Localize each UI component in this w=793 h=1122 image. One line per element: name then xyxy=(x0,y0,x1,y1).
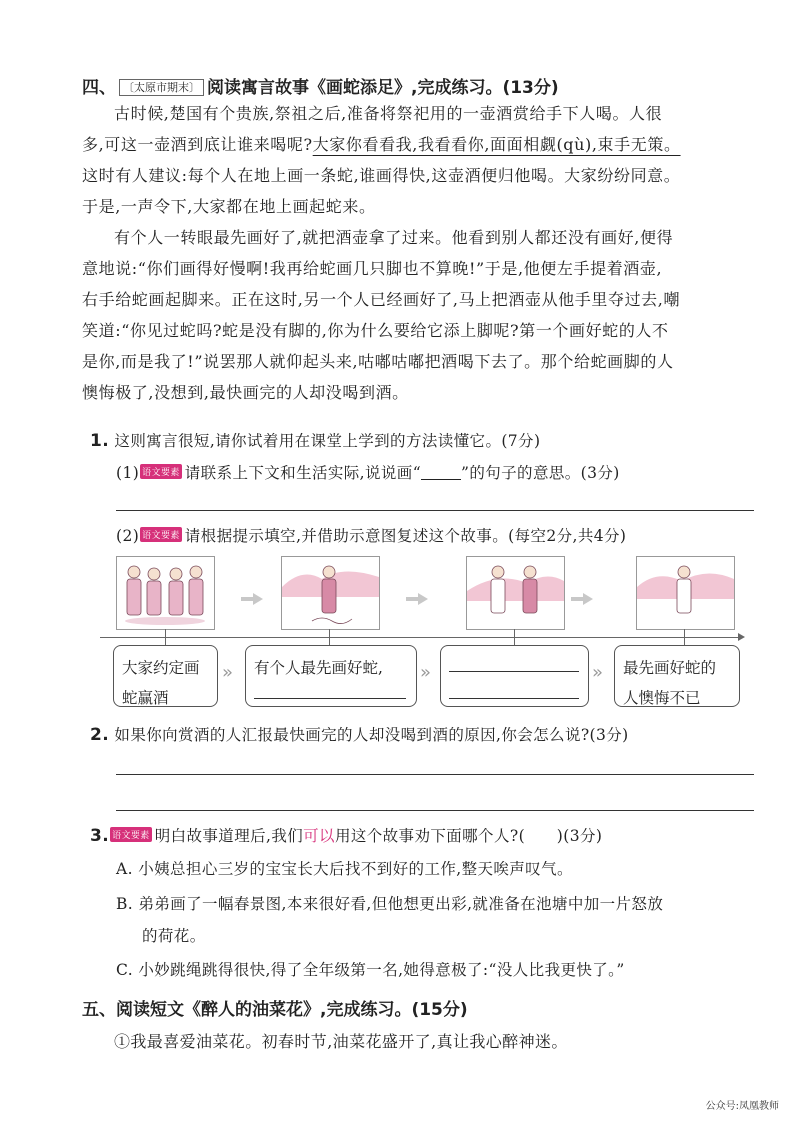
highlight-text: 可以 xyxy=(303,827,335,845)
option-a[interactable]: A. 小姨总担心三岁的宝宝长大后找不到好的工作,整天唉声叹气。 xyxy=(116,860,573,878)
arrow-right-icon xyxy=(418,593,428,605)
underlined-sentence: 大家你看看我,我看看你,面面相觑(qù),束手无策。 xyxy=(312,135,681,154)
timeline-tick xyxy=(514,629,515,645)
story-line: 这时有人建议:每个人在地上画一条蛇,谁画得快,这壶酒便归他喝。大家纷纷同意。 xyxy=(82,166,681,185)
language-element-badge: 语文要素 xyxy=(140,527,182,542)
fill-blank-line[interactable] xyxy=(449,671,579,672)
fill-blank-line[interactable] xyxy=(254,698,406,699)
timeline-tick xyxy=(329,629,330,645)
timeline-tick xyxy=(165,629,166,645)
chevron-right-icon: » xyxy=(592,662,604,683)
language-element-badge: 语文要素 xyxy=(110,827,152,842)
question-number: 3. xyxy=(90,826,110,846)
story-text xyxy=(82,98,762,408)
answer-line[interactable] xyxy=(116,774,754,775)
chevron-right-icon: » xyxy=(222,662,234,683)
step-box-3 xyxy=(440,645,589,707)
question-2 xyxy=(90,723,629,745)
step-box-1: 大家约定画 蛇赢酒 xyxy=(113,645,218,707)
option-b-continued: 的荷花。 xyxy=(142,927,206,945)
story-line: 意地说:“你们画得好慢啊!我再给蛇画几只脚也不算晚!”于是,他便左手提着酒壶, xyxy=(82,259,663,278)
footer-credit: 公众号:凤凰教师 xyxy=(705,1101,779,1112)
story-line: 右手给蛇画起脚来。正在这时,另一个人已经画好了,马上把酒壶从他手里夺过去,嘲 xyxy=(82,290,681,309)
step-box-4: 最先画好蛇的 人懊悔不已 xyxy=(614,645,740,707)
story-line: 是你,而是我了!”说罢那人就仰起头来,咕嘟咕嘟把酒喝下去了。那个给蛇画脚的人 xyxy=(82,352,674,371)
story-line: 笑道:“你见过蛇吗?蛇是没有脚的,你为什么要给它添上脚呢?第一个画好蛇的人不 xyxy=(82,321,669,340)
section-5-heading: 五、阅读短文《醉人的油菜花》,完成练习。(15分) xyxy=(82,1000,468,1020)
illustration-4 xyxy=(636,556,735,630)
timeline xyxy=(100,637,740,638)
timeline-tick xyxy=(684,629,685,645)
illustration-2 xyxy=(281,556,380,630)
question-1-1: (1) 语文要素 请联系上下文和生活实际,说说画“ ”的句子的意思。(3分) xyxy=(116,464,620,482)
question-3: 3. 语文要素 明白故事道理后,我们可以用这个故事劝下面哪个人?( )(3分) xyxy=(90,826,603,846)
story-line: 懊悔极了,没想到,最快画完的人却没喝到酒。 xyxy=(82,383,409,402)
question-text: 这则寓言很短,请你试着用在课堂上学到的方法读懂它。(7分) xyxy=(114,432,541,450)
option-c[interactable]: C. 小妙跳绳跳得很快,得了全年级第一名,她得意极了:“没人比我更快了。” xyxy=(116,961,625,979)
question-number: 2. xyxy=(90,725,110,745)
arrow-right-icon xyxy=(583,593,593,605)
timeline-arrow-icon xyxy=(738,633,745,641)
story-line: 于是,一声令下,大家都在地上画起蛇来。 xyxy=(82,197,376,216)
blank xyxy=(421,465,461,480)
language-element-badge: 语文要素 xyxy=(140,464,182,479)
step-box-2: 有个人最先画好蛇, xyxy=(245,645,417,707)
source-tag: 〔太原市期末〕 xyxy=(119,79,204,96)
question-number: 1. xyxy=(90,431,110,451)
answer-line[interactable] xyxy=(116,810,754,811)
option-b[interactable]: B. 弟弟画了一幅春景图,本来很好看,但他想更出彩,就准备在池塘中加一片怒放 xyxy=(116,895,664,913)
illustration-3 xyxy=(466,556,565,630)
illustration-1 xyxy=(116,556,215,630)
answer-line[interactable] xyxy=(116,510,754,511)
section-4-heading xyxy=(82,73,559,98)
question-1-2: (2) 语文要素 请根据提示填空,并借助示意图复述这个故事。(每空2分,共4分) xyxy=(116,527,627,545)
chevron-right-icon: » xyxy=(420,662,432,683)
story-line: 多,可这一壶酒到底让谁来喝呢?大家你看看我,我看看你,面面相觑(qù),束手无策。 xyxy=(82,135,681,154)
section-number: 四、 xyxy=(82,78,116,98)
question-text: 如果你向赏酒的人汇报最快画完的人却没喝到酒的原因,你会怎么说?(3分) xyxy=(114,726,629,744)
fill-blank-line[interactable] xyxy=(449,698,579,699)
passage-paragraph-1: ①我最喜爱油菜花。初春时节,油菜花盛开了,真让我心醉神迷。 xyxy=(114,1032,568,1051)
section-title: 阅读寓言故事《画蛇添足》,完成练习。(13分) xyxy=(207,78,559,98)
story-line: 有个人一转眼最先画好了,就把酒壶拿了过来。他看到别人都还没有画好,便得 xyxy=(114,228,674,247)
story-line: 古时候,楚国有个贵族,祭祖之后,准备将祭祀用的一壶酒赏给手下人喝。人很 xyxy=(114,104,663,123)
arrow-right-icon xyxy=(253,593,263,605)
question-1 xyxy=(90,429,540,451)
